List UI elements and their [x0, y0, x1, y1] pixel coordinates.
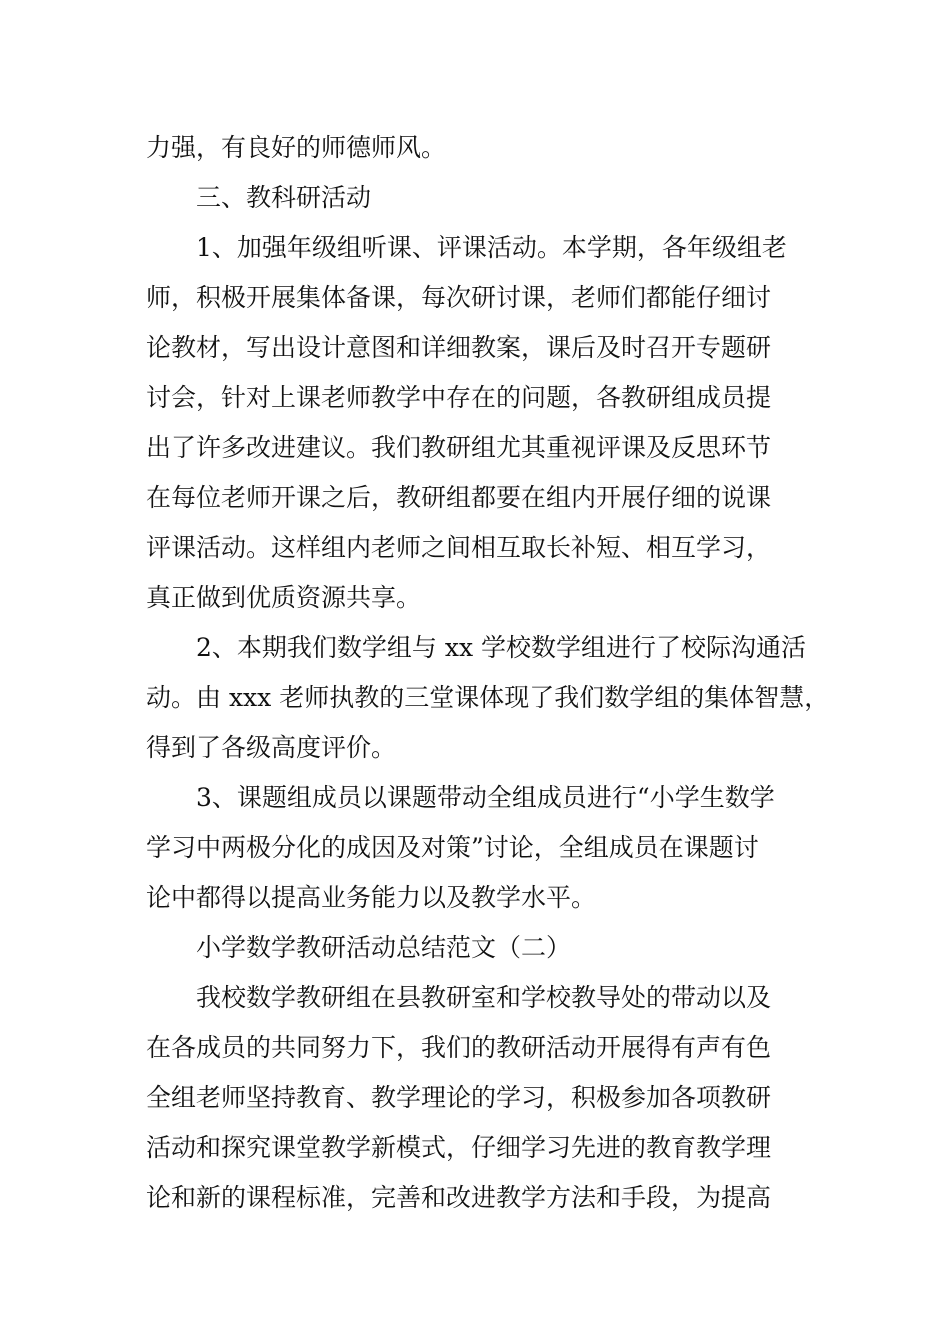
text-line: 力强，有良好的师德师风。 [146, 133, 447, 162]
text-line: 评课活动。这样组内老师之间相互取长补短、相互学习， [146, 533, 772, 562]
text-line: 论中都得以提高业务能力以及教学水平。 [146, 883, 597, 912]
text-line: 得到了各级高度评价。 [146, 733, 397, 762]
text-line: 全组老师坚持教育、教学理论的学习，积极参加各项教研 [146, 1083, 772, 1112]
text-line: 2、本期我们数学组与 xx 学校数学组进行了校际沟通活 [196, 633, 806, 662]
text-line: 论和新的课程标准，完善和改进教学方法和手段，为提高 [146, 1183, 772, 1212]
text-line: 讨会，针对上课老师教学中存在的问题，各教研组成员提 [146, 383, 772, 412]
text-line: 在各成员的共同努力下，我们的教研活动开展得有声有色 [146, 1033, 772, 1062]
text-line: 师，积极开展集体备课，每次研讨课，老师们都能仔细讨 [146, 283, 772, 312]
text-line: 活动和探究课堂教学新模式，仔细学习先进的教育教学理 [146, 1133, 772, 1162]
text-line: 动。由 xxx 老师执教的三堂课体现了我们数学组的集体智慧， [146, 683, 830, 712]
text-line: 真正做到优质资源共享。 [146, 583, 422, 612]
text-line: 1、加强年级组听课、评课活动。本学期，各年级组老 [196, 233, 787, 262]
section-heading: 三、教科研活动 [196, 183, 372, 212]
text-line: 在每位老师开课之后，教研组都要在组内开展仔细的说课 [146, 483, 772, 512]
text-line: 我校数学教研组在县教研室和学校教导处的带动以及 [196, 983, 772, 1012]
text-line: 学习中两极分化的成因及对策”讨论，全组成员在课题讨 [146, 833, 759, 862]
article-title: 小学数学教研活动总结范文（二） [196, 933, 572, 962]
text-line: 3、课题组成员以课题带动全组成员进行“小学生数学 [196, 783, 775, 812]
text-line: 论教材，写出设计意图和详细教案，课后及时召开专题研 [146, 333, 772, 362]
text-line: 出了许多改进建议。我们教研组尤其重视评课及反思环节 [146, 433, 772, 462]
